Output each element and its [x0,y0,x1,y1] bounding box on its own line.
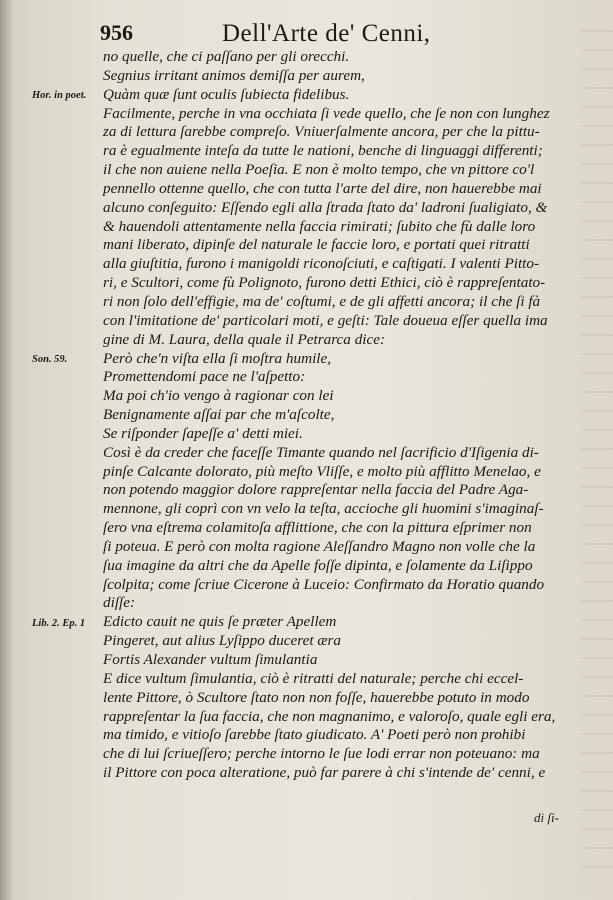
margin-note: Lib. 2. Ep. 1 [32,617,86,629]
text-line: Fortis Alexander vultum ſimulantia [103,651,318,668]
text-line: Quàm quæ ſunt oculis ſubiecta fidelibus. [103,85,350,103]
text-line: mennone, gli coprì con vn velo la teſta, accioche gli huomini s'imaginaſ- [103,500,544,518]
body-text [103,48,585,783]
text-line: ſero vna eſtrema colamitoſa afflittione, che con la pittura eſprimer non [103,519,532,537]
text-line: ma timido, e vitioſo ſarebbe ſtato giudicato. A' Poeti però non prohibi [103,726,526,744]
text-line: rappreſentar la ſua faccia, che non magnanimo, e valoroſo, quale egli era, [103,707,556,725]
text-line: & hauendoli attentamente nella faccia rimirati; ſubito che fù dalle loro [103,217,536,235]
text-line: Promettendomi pace ne l'aſpetto: [103,368,306,386]
margin-note: Hor. in poet. [32,89,87,101]
text-line: alla giuſtitia, furono i manigoldi riconoſciuti, e caſtigati. I valenti Pitto- [103,255,540,273]
text-line: ſua imagine da altri che da Apelle foſſe dipinta, e ſolamente da Liſippo [103,556,533,574]
text-line: il che non auiene nella Poeſia. E non è molto tempo, che vn pittore co'l [103,161,535,179]
text-line: gine di M. Laura, della quale il Petrarca dice: [103,330,386,348]
binding-shadow [0,0,14,900]
catchword: di ſi- [534,810,559,825]
margin-note: Son. 59. [32,353,68,365]
running-title: Dell'Arte de' Cenni, [222,20,431,47]
page-number: 956 [100,20,133,45]
text-line: non potendo maggior dolore rappreſentar nella faccia del Padre Aga- [103,481,529,499]
text-line: E dice vultum ſimulantia, ciò è ritratti del naturale; perche chi eccel- [103,669,524,687]
text-line: no quelle, che ci paſſano per gli orecchi. [103,48,350,65]
text-line: Facilmente, perche in vna occhiata ſi vede quello, che ſe non con lunghez [103,104,550,122]
text-line: ri, e Scultori, come fù Polignoto, furono detti Ethici, ciò è rappreſentato- [103,274,546,292]
text-line: Ma poi ch'io vengo à ragionar con lei [103,387,334,405]
text-line: pinſe Calcante dolorato, più meſto Vliſſe, e molto più afflitto Menelao, e [103,462,541,480]
text-line: lente Pittore, ò Scultore ſtato non non foſſe, hauerebbe potuto in modo [103,688,530,706]
text-line: ri non ſolo dell'effigie, ma de' coſtumi, e de gli affetti ancora; il che ſi fà [103,292,541,310]
text-line: che di lui ſcriueſſero; perche intorno le ſue lodi errar non poteuano: ma [103,745,540,763]
text-line: ra è egualmente inteſa da tutte le nationi, benche di linguaggi differenti; [103,142,543,160]
text-line: Però che'n viſta ella ſi moſtra humile, [103,349,332,367]
text-line: diſſe: [103,594,136,612]
text-line: Se riſponder ſapeſſe a' detti miei. [103,424,303,442]
text-line: con l'imitatione de' particolari moti, e geſti: Tale doueua eſſer quella ima [103,311,548,329]
text-line: pennello ottenne quello, che con tutta l'arte del dire, non hauerebbe mai [103,179,542,197]
text-line: mani liberato, dipinſe del naturale le faccie loro, e portati quei ritratti [103,236,530,254]
text-line: Così è da creder che faceſſe Timante quando nel ſacrificio d'Iſigenia di- [103,443,539,461]
text-line: Pingeret, aut alius Lyſippo duceret æra [103,632,342,650]
text-line: alcuno conſeguito: Eſſendo egli alla ſtrada ſtato da' ladroni ſualigiato, & [103,198,548,216]
text-line: ſcolpita; come ſcriue Cicerone à Luceio: Confirmato da Horatio quando [103,575,545,593]
text-line: il Pittore con poca alteratione, può far parere à chi s'intende de' cenni, e [103,764,546,782]
bleed-through-text [581,30,613,870]
text-line: za di lettura ſarebbe compreſo. Vniuerſalmente ancora, per che la pittu- [103,123,540,141]
text-line: Benignamente aſſai par che m'aſcolte, [103,406,335,424]
text-line: Segnius irritant animos demiſſa per aurem, [103,66,365,84]
text-line: ſi poteua. E però con molta ragione Aleſſandro Magno non volle che la [103,537,536,555]
text-line: Edicto cauit ne quis ſe præter Apellem [103,613,337,631]
